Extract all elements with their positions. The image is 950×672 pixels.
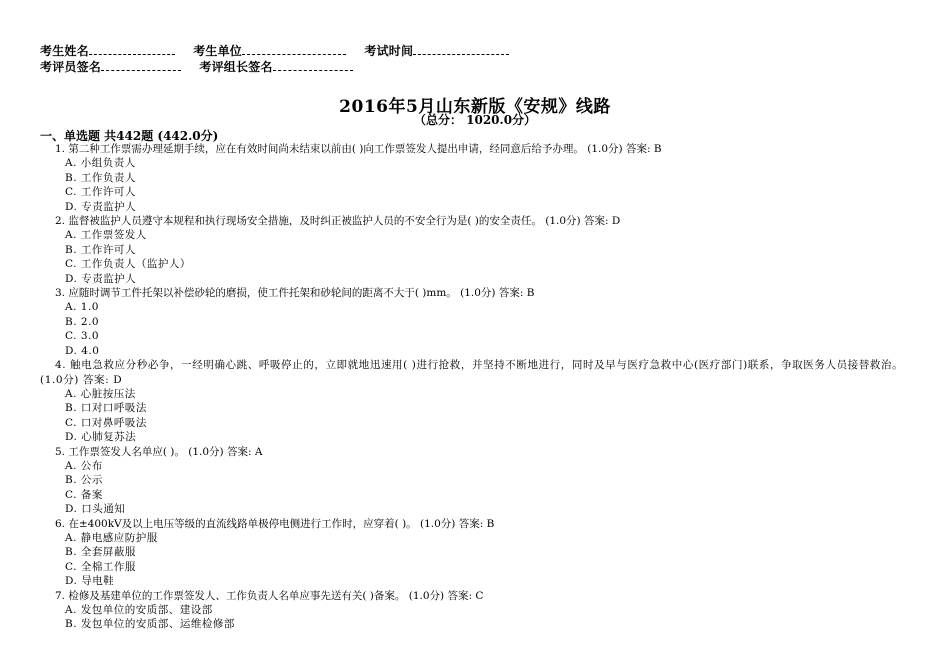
option-c[interactable]: C. 工作许可人 <box>65 186 136 199</box>
option-c[interactable]: C. 3.0 <box>65 330 100 343</box>
question-text: 1. 第二种工作票需办理延期手续，应在有效时间尚未结束以前由( )向工作票签发人提出申请，经同意后给予办理。 (1.0分) 答案: B <box>55 143 662 155</box>
question-text: 7. 检修及基建单位的工作票签发人、工作负责人名单应事先送有关( )备案。 (1.0分) 答案: C <box>55 589 484 602</box>
question-text: 3. 应随时调节工件托架以补偿砂轮的磨损，使工件托架和砂轮间的距离不大于( )mm。 (1.0分) 答案: B <box>55 287 535 300</box>
examinee-unit-blank[interactable] <box>242 43 346 55</box>
examinee-name-label: 考生姓名 <box>40 44 89 58</box>
option-a[interactable]: A. 工作票签发人 <box>65 229 147 242</box>
option-a[interactable]: A. 静电感应防护服 <box>65 531 158 544</box>
question-3 <box>40 286 910 358</box>
header-row-1 <box>40 42 509 59</box>
question-list <box>40 142 910 632</box>
exam-time-blank[interactable] <box>413 43 509 55</box>
exam-time-label: 考试时间 <box>364 44 414 58</box>
option-a[interactable]: A. 公布 <box>65 459 103 472</box>
question-6 <box>40 517 910 589</box>
examiner-signature-label: 考评员签名 <box>40 60 102 74</box>
leader-signature-blank[interactable] <box>273 59 353 71</box>
option-d[interactable]: D. 口头通知 <box>65 503 126 516</box>
option-c[interactable]: C. 口对鼻呼吸法 <box>65 416 147 429</box>
option-b[interactable]: B. 发包单位的安质部、运维检修部 <box>65 618 235 631</box>
question-5 <box>40 445 910 517</box>
examinee-unit-field[interactable] <box>193 42 346 59</box>
option-b[interactable]: B. 2.0 <box>65 315 100 328</box>
question-text: 6. 在±400kV及以上电压等级的直流线路单极停电侧进行工作时，应穿着( )。 (1.0分) 答案: B <box>55 517 495 530</box>
option-c[interactable]: C. 全棉工作服 <box>65 560 136 573</box>
option-d[interactable]: D. 导电鞋 <box>65 575 115 588</box>
question-text: 5. 工作票签发人名单应( )。 (1.0分) 答案: A <box>55 445 263 458</box>
header-row-2 <box>40 58 353 75</box>
option-b[interactable]: B. 全套屏蔽服 <box>65 546 136 559</box>
option-d[interactable]: D. 专责监护人 <box>65 200 137 213</box>
question-2 <box>40 214 910 286</box>
total-score: （总分： 1020.0分） <box>413 113 537 127</box>
question-1 <box>40 142 910 214</box>
option-a[interactable]: A. 小组负责人 <box>65 157 136 170</box>
option-b[interactable]: B. 工作负责人 <box>65 171 136 184</box>
option-a[interactable]: A. 1.0 <box>65 301 99 314</box>
option-a[interactable]: A. 心脏按压法 <box>65 387 136 400</box>
option-d[interactable]: D. 4.0 <box>65 344 100 357</box>
option-b[interactable]: B. 工作许可人 <box>65 243 136 256</box>
exam-time-field[interactable] <box>364 42 509 59</box>
question-4 <box>40 358 910 444</box>
question-text: 4. 触电急救应分秒必争，一经明确心跳、呼吸停止的，立即就地迅速用( )进行抢救，并坚持不断地进行，同时及早与医疗急救中心(医疗部门)联系，争取医务人员接替救治。 (1.0分) 答案: D <box>40 359 904 386</box>
leader-signature-label: 考评组长签名 <box>199 60 273 74</box>
examinee-name-blank[interactable] <box>89 43 175 55</box>
option-d[interactable]: D. 心肺复苏法 <box>65 431 137 444</box>
option-b[interactable]: B. 口对口呼吸法 <box>65 402 147 415</box>
examinee-name-field[interactable] <box>40 42 175 59</box>
option-c[interactable]: C. 备案 <box>65 488 103 501</box>
question-7 <box>40 589 910 632</box>
option-c[interactable]: C. 工作负责人（监护人） <box>65 258 191 271</box>
examiner-signature-field[interactable] <box>40 58 181 75</box>
question-text: 2. 监督被监护人员遵守本规程和执行现场安全措施，及时纠正被监护人员的不安全行为是( )的安全责任。 (1.0分) 答案: D <box>55 215 621 228</box>
document-title: 2016年5月山东新版《安规》线路 <box>339 97 611 117</box>
examiner-signature-blank[interactable] <box>101 59 181 71</box>
section-heading: 一、单选题 共442题 (442.0分) <box>40 129 219 143</box>
option-b[interactable]: B. 公示 <box>65 474 103 487</box>
examinee-unit-label: 考生单位 <box>193 44 243 58</box>
option-a[interactable]: A. 发包单位的安质部、建设部 <box>65 604 213 616</box>
option-d[interactable]: D. 专责监护人 <box>65 272 137 285</box>
leader-signature-field[interactable] <box>199 58 352 75</box>
